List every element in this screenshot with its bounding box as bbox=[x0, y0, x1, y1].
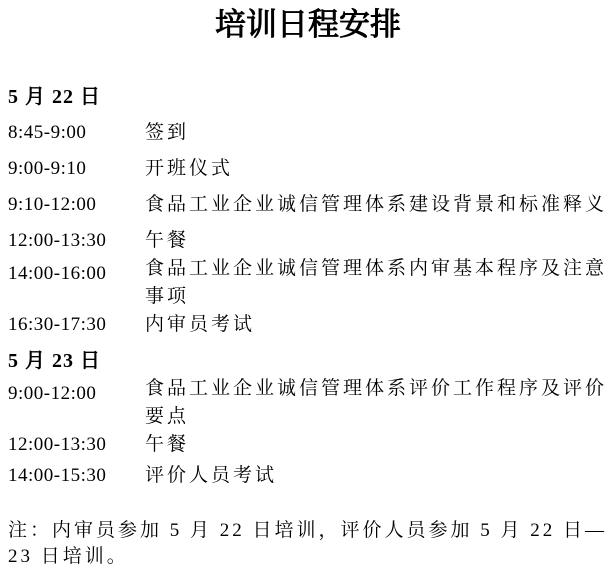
activity-label: 食品工业企业诚信管理体系内审基本程序及注意事项 bbox=[145, 258, 608, 307]
activity-label: 评价人员考试 bbox=[145, 465, 278, 486]
page-title: 培训日程安排 bbox=[215, 7, 401, 42]
schedule-row bbox=[8, 191, 608, 219]
date-heading-may22: 5 月 22 日 bbox=[8, 86, 101, 108]
schedule-row bbox=[8, 119, 608, 147]
activity-label: 食品工业企业诚信管理体系建设背景和标准释义 bbox=[145, 194, 608, 215]
time-range: 12:00-13:30 bbox=[8, 434, 107, 455]
time-range: 9:00-12:00 bbox=[8, 383, 97, 404]
footnote: 注：内审员参加 5 月 22 日培训，评价人员参加 5 月 22 日—23 日培训。 bbox=[8, 520, 608, 567]
activity-label: 签到 bbox=[145, 122, 190, 143]
activity-label: 开班仪式 bbox=[145, 158, 234, 179]
time-range: 9:10-12:00 bbox=[8, 194, 97, 215]
time-range: 14:00-16:00 bbox=[8, 263, 107, 284]
time-range: 8:45-9:00 bbox=[8, 122, 87, 143]
date-heading-may23: 5 月 23 日 bbox=[8, 350, 101, 372]
schedule-row bbox=[8, 431, 608, 459]
time-range: 16:30-17:30 bbox=[8, 314, 107, 335]
schedule-row bbox=[8, 227, 608, 255]
time-range: 12:00-13:30 bbox=[8, 230, 107, 251]
activity-label: 食品工业企业诚信管理体系评价工作程序及评价要点 bbox=[145, 378, 608, 427]
activity-label: 午餐 bbox=[145, 230, 190, 251]
schedule-row bbox=[8, 311, 608, 339]
activity-label: 内审员考试 bbox=[145, 314, 256, 335]
activity-label: 午餐 bbox=[145, 434, 190, 455]
schedule-row bbox=[8, 255, 608, 311]
schedule-row bbox=[8, 462, 608, 490]
schedule-row bbox=[8, 155, 608, 183]
time-range: 14:00-15:30 bbox=[8, 465, 107, 486]
schedule-row bbox=[8, 375, 608, 431]
time-range: 9:00-9:10 bbox=[8, 158, 87, 179]
